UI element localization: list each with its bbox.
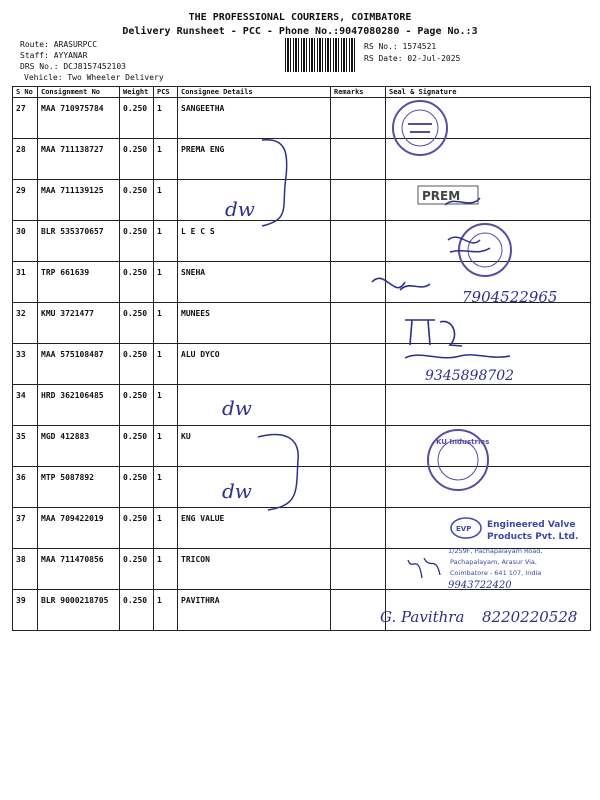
cell-pcs: 1 (154, 385, 178, 426)
phone-39: 8220220528 (482, 608, 578, 626)
table-row (13, 221, 591, 262)
cell-remarks (331, 385, 386, 426)
rs-no-label: RS No.: 1574521 (364, 42, 437, 51)
phone-31: 7904522965 (462, 288, 558, 306)
cell-consignment: MTP 5087892 (38, 467, 120, 508)
cell-weight: 0.250 (120, 467, 154, 508)
cell-seal-signature (386, 467, 591, 508)
evp-address-1: 1/259F, Pachapalayam Road, (448, 547, 543, 555)
cell-pcs: 1 (154, 344, 178, 385)
rs-date-label: RS Date: 02-Jul-2025 (364, 54, 461, 63)
cell-pcs: 1 (154, 467, 178, 508)
cell-seal-signature (386, 508, 591, 549)
cell-weight: 0.250 (120, 98, 154, 139)
cell-sno: 33 (13, 344, 38, 385)
table-row (13, 590, 591, 631)
table-row (13, 549, 591, 590)
cell-pcs: 1 (154, 590, 178, 631)
cell-remarks (331, 549, 386, 590)
cell-sno: 28 (13, 139, 38, 180)
evp-logo: EVP (456, 525, 472, 533)
cell-pcs: 1 (154, 262, 178, 303)
cell-sno: 29 (13, 180, 38, 221)
cell-pcs: 1 (154, 98, 178, 139)
cell-consignee (178, 180, 331, 221)
column-header: PCS (154, 87, 178, 98)
cell-seal-signature (386, 221, 591, 262)
phone-38: 9943722420 (448, 580, 512, 591)
dw-mark-2: dw (222, 396, 252, 420)
vehicle-label: Vehicle: Two Wheeler Delivery (24, 73, 164, 82)
cell-consignment: TRP 661639 (38, 262, 120, 303)
cell-consignee: PAVITHRA (178, 590, 331, 631)
cell-pcs: 1 (154, 139, 178, 180)
cell-consignment: BLR 9000218705 (38, 590, 120, 631)
prem-stamp-text: PREM (422, 189, 461, 203)
staff-label: Staff: AYYANAR (20, 51, 88, 60)
cell-consignment: MAA 711470856 (38, 549, 120, 590)
dw-mark-3: dw (222, 479, 252, 503)
cell-consignment: KMU 3721477 (38, 303, 120, 344)
cell-sno: 34 (13, 385, 38, 426)
cell-sno: 39 (13, 590, 38, 631)
cell-remarks (331, 590, 386, 631)
cell-consignee: L E C S (178, 221, 331, 262)
barcode (285, 38, 357, 72)
table-row (13, 344, 591, 385)
cell-weight: 0.250 (120, 180, 154, 221)
cell-consignee: MUNEES (178, 303, 331, 344)
column-header: Remarks (331, 87, 386, 98)
column-header: Consignee Details (178, 87, 331, 98)
column-header: Seal & Signature (386, 87, 591, 98)
cell-weight: 0.250 (120, 344, 154, 385)
cell-pcs: 1 (154, 303, 178, 344)
table-row (13, 139, 591, 180)
table-row (13, 303, 591, 344)
cell-pcs: 1 (154, 221, 178, 262)
cell-consignment: MGD 412883 (38, 426, 120, 467)
route-label: Route: ARASURPCC (20, 40, 98, 49)
cell-sno: 36 (13, 467, 38, 508)
cell-consignee (178, 385, 331, 426)
cell-sno: 35 (13, 426, 38, 467)
dw-mark-1: dw (225, 197, 255, 221)
table-row (13, 467, 591, 508)
cell-remarks (331, 221, 386, 262)
pavithra-signature: G. Pavithra (380, 608, 465, 626)
runsheet-title: THE PROFESSIONAL COURIERS, COIMBATORE (188, 12, 412, 23)
cell-remarks (331, 508, 386, 549)
cell-weight: 0.250 (120, 590, 154, 631)
cell-sno: 32 (13, 303, 38, 344)
cell-seal-signature (386, 549, 591, 590)
evp-company: Engineered Valve (487, 520, 576, 530)
table-row (13, 98, 591, 139)
evp-company-2: Products Pvt. Ltd. (487, 532, 579, 542)
cell-remarks (331, 344, 386, 385)
cell-sno: 31 (13, 262, 38, 303)
cell-weight: 0.250 (120, 549, 154, 590)
cell-sno: 27 (13, 98, 38, 139)
cell-seal-signature (386, 385, 591, 426)
table-row (13, 508, 591, 549)
column-header: S No (13, 87, 38, 98)
cell-weight: 0.250 (120, 221, 154, 262)
cell-seal-signature (386, 98, 591, 139)
cell-weight: 0.250 (120, 426, 154, 467)
cell-consignment: MAA 710975784 (38, 98, 120, 139)
cell-pcs: 1 (154, 549, 178, 590)
cell-pcs: 1 (154, 180, 178, 221)
cell-weight: 0.250 (120, 508, 154, 549)
table-header-row (13, 87, 591, 98)
table-row (13, 426, 591, 467)
drs-label: DRS No.: DCJ8157452103 (20, 62, 126, 71)
cell-consignee: PREMA ENG (178, 139, 331, 180)
cell-consignment: MAA 709422019 (38, 508, 120, 549)
cell-remarks (331, 180, 386, 221)
cell-remarks (331, 139, 386, 180)
runsheet-table (12, 86, 591, 631)
cell-consignee: SNEHA (178, 262, 331, 303)
cell-remarks (331, 467, 386, 508)
cell-pcs: 1 (154, 426, 178, 467)
cell-seal-signature (386, 590, 591, 631)
cell-consignee (178, 467, 331, 508)
cell-sno: 37 (13, 508, 38, 549)
cell-seal-signature (386, 180, 591, 221)
cell-seal-signature (386, 139, 591, 180)
cell-remarks (331, 426, 386, 467)
cell-remarks (331, 262, 386, 303)
column-header: Weight (120, 87, 154, 98)
cell-consignment: BLR 535370657 (38, 221, 120, 262)
cell-consignee: KU (178, 426, 331, 467)
cell-weight: 0.250 (120, 303, 154, 344)
cell-weight: 0.250 (120, 139, 154, 180)
cell-consignee: ALU DYCO (178, 344, 331, 385)
cell-weight: 0.250 (120, 262, 154, 303)
cell-consignment: MAA 711139125 (38, 180, 120, 221)
cell-seal-signature (386, 426, 591, 467)
cell-consignee: TRICON (178, 549, 331, 590)
cell-seal-signature (386, 344, 591, 385)
column-header: Consignment No (38, 87, 120, 98)
cell-seal-signature (386, 262, 591, 303)
cell-consignment: MAA 711138727 (38, 139, 120, 180)
phone-33: 9345898702 (425, 368, 515, 384)
cell-remarks (331, 98, 386, 139)
ku-stamp-text: KU Industries (436, 438, 490, 446)
cell-remarks (331, 303, 386, 344)
cell-sno: 38 (13, 549, 38, 590)
evp-address-2: Pachapalayam, Arasur Via, (450, 558, 537, 566)
table-row (13, 180, 591, 221)
runsheet-subtitle: Delivery Runsheet - PCC - Phone No.:9047080280 - Page No.:3 (122, 26, 478, 37)
evp-address-3: Coimbatore - 641 107, India (450, 569, 542, 577)
cell-consignee: SANGEETHA (178, 98, 331, 139)
cell-consignment: HRD 362106485 (38, 385, 120, 426)
cell-consignment: MAA 575108487 (38, 344, 120, 385)
cell-consignee: ENG VALUE (178, 508, 331, 549)
cell-sno: 30 (13, 221, 38, 262)
cell-weight: 0.250 (120, 385, 154, 426)
cell-seal-signature (386, 303, 591, 344)
table-row (13, 262, 591, 303)
cell-pcs: 1 (154, 508, 178, 549)
table-row (13, 385, 591, 426)
